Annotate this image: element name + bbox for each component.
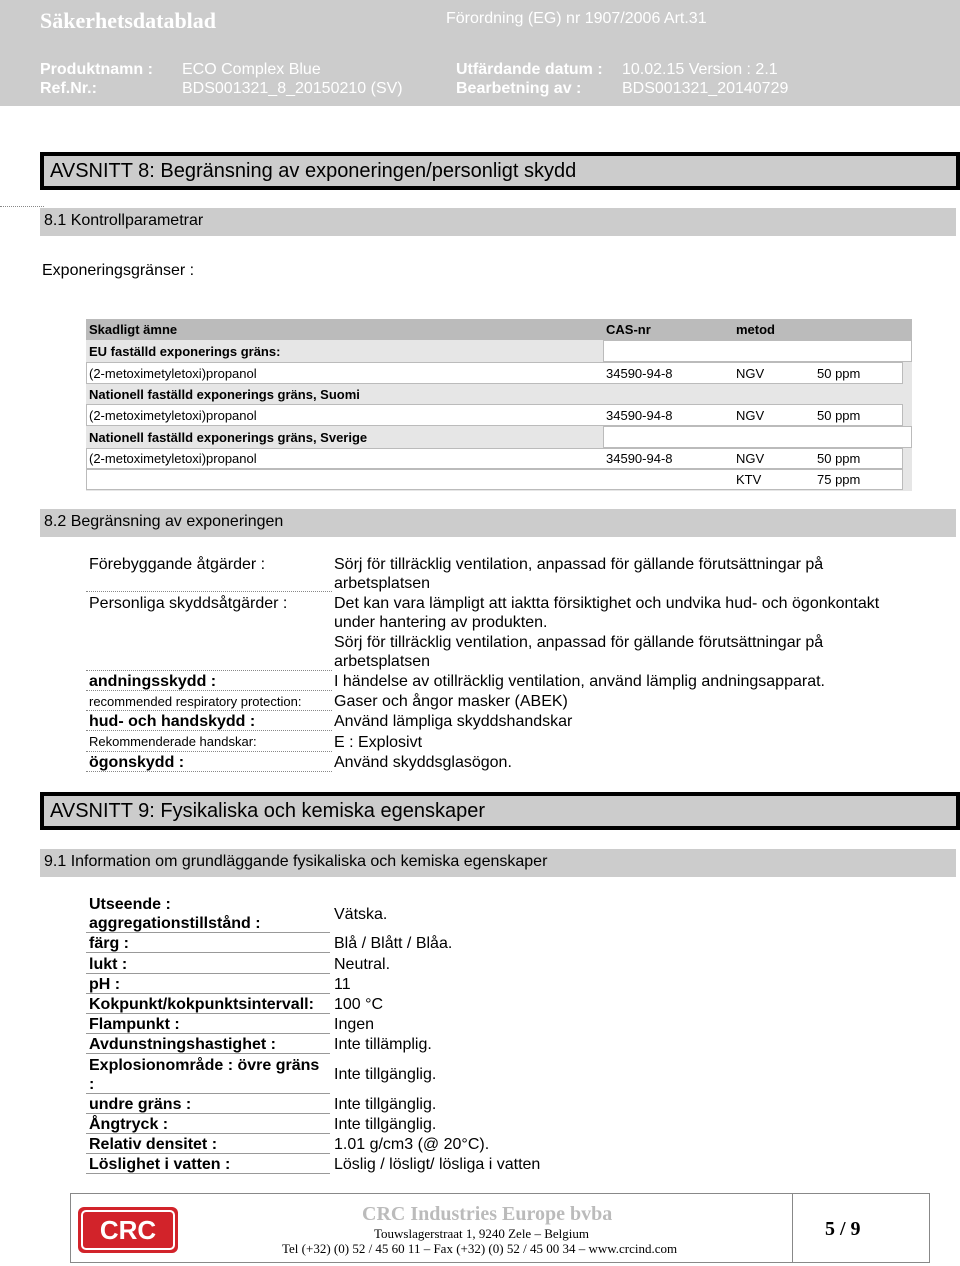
glove-label: Rekommenderade handskar: (89, 734, 257, 749)
personal-value-1: Det kan vara lämpligt att iaktta försiktighet och undvika hud- och ögonkontakt (334, 595, 880, 612)
method-cell: NGV (736, 408, 765, 423)
row-divider (86, 1173, 330, 1174)
personal-value-3: Sörj för tillräcklig ventilation, anpassad för gällande förutsättningar på (334, 634, 824, 651)
resp-rec-label: recommended respiratory protection: (89, 694, 302, 709)
row-divider (86, 591, 332, 592)
row-divider (86, 1133, 330, 1134)
cas-cell: 34590-94-8 (606, 408, 673, 423)
glove-value: E : Explosivt (334, 734, 423, 751)
odor-value: Neutral. (334, 956, 391, 973)
dotted-leader (0, 206, 44, 207)
row-divider (86, 1013, 330, 1014)
row-divider (86, 1153, 330, 1154)
evap-value: Inte tillämplig. (334, 1036, 432, 1053)
personal-label: Personliga skyddsåtgärder : (89, 595, 288, 612)
personal-value-2: under hantering av produkten. (334, 614, 548, 631)
subsection-9-1 (40, 849, 956, 877)
solubility-value: Löslig / lösligt/ lösliga i vatten (334, 1156, 541, 1173)
explo-label-1: Explosionområde : övre gräns (89, 1057, 320, 1074)
document-title: Säkerhetsdatablad (40, 8, 217, 33)
row-divider (86, 1113, 330, 1114)
substance-cell: (2-metoximetyletoxi)propanol (89, 408, 257, 423)
resp-label: andningsskydd : (89, 673, 217, 690)
ref-value: BDS001321_8_20150210 (SV) (182, 80, 403, 97)
lower-value: Inte tillgänglig. (334, 1096, 437, 1113)
crc-logo (78, 1207, 178, 1253)
resp-rec-value: Gaser och ångor masker (ABEK) (334, 693, 568, 710)
hand-value: Använd lämpliga skyddshandskar (334, 713, 573, 730)
section-8-header (40, 152, 960, 190)
boil-value: 100 °C (334, 996, 384, 1013)
method-cell-ktv: KTV (736, 472, 762, 487)
row-divider (86, 1033, 330, 1034)
row-divider (86, 751, 332, 752)
hand-label: hud- och handskydd : (89, 713, 256, 730)
logo-text: CRC (99, 1215, 157, 1245)
boil-label: Kokpunkt/kokpunktsintervall: (89, 996, 314, 1013)
row-divider (86, 771, 332, 772)
company-contact: Tel (+32) (0) 52 / 45 60 11 – Fax (+32) (0) 52 / 45 00 34 – www.crcind.com (282, 1241, 678, 1256)
subsection-8-1 (40, 208, 956, 236)
row-divider (86, 670, 332, 671)
method-cell: NGV (736, 451, 765, 466)
row-divider (86, 1093, 330, 1094)
cas-cell: 34590-94-8 (606, 366, 673, 381)
prevent-value-1: Sörj för tillräcklig ventilation, anpassad för gällande förutsättningar på (334, 556, 824, 573)
col-substance: Skadligt ämne (89, 322, 178, 337)
substance-cell: (2-metoximetyletoxi)propanol (89, 451, 257, 466)
appearance-value: Vätska. (334, 906, 388, 923)
row-divider (86, 730, 332, 731)
ph-value: 11 (334, 976, 351, 993)
exposure-limits-label: Exponeringsgränser : (42, 262, 195, 279)
row-divider (86, 952, 330, 953)
prevent-value-2: arbetsplatsen (334, 575, 431, 592)
product-value: ECO Complex Blue (182, 61, 321, 78)
value-cell: 50 ppm (817, 408, 861, 423)
ph-label: pH : (89, 976, 121, 993)
row-divider (86, 932, 330, 933)
page-box (792, 1193, 931, 1263)
ref-label: Ref.Nr.: (40, 80, 97, 97)
table-row (86, 469, 903, 490)
revision-label: Bearbetning av : (456, 80, 582, 97)
group-heading-eu: EU faställd exponerings gräns: (89, 344, 281, 359)
value-cell: 50 ppm (817, 451, 861, 466)
cas-cell: 34590-94-8 (606, 451, 673, 466)
row-divider (86, 993, 330, 994)
row-divider (86, 690, 332, 691)
vapor-value: Inte tillgänglig. (334, 1116, 437, 1133)
resp-value: I händelse av otillräcklig ventilation, använd lämplig andningsapparat. (334, 673, 825, 690)
issue-label: Utfärdande datum : (456, 61, 603, 78)
lower-label: undre gräns : (89, 1096, 192, 1113)
subsection-8-1-title: 8.1 Kontrollparametrar (44, 212, 204, 229)
subsection-8-2 (40, 509, 956, 537)
vapor-label: Ångtryck : (89, 1116, 169, 1133)
regulation-text: Förordning (EG) nr 1907/2006 Art.31 (446, 10, 707, 27)
group-heading-suomi: Nationell faställd exponerings gräns, Suomi (89, 387, 360, 402)
flash-label: Flampunkt : (89, 1016, 180, 1033)
substance-cell: (2-metoximetyletoxi)propanol (89, 366, 257, 381)
row-divider (86, 710, 332, 711)
revision-value: BDS001321_20140729 (622, 80, 789, 97)
appearance-label-2: aggregationstillstånd : (89, 915, 261, 932)
density-value: 1.01 g/cm3 (@ 20°C). (334, 1136, 490, 1153)
group-heading-sverige: Nationell faställd exponerings gräns, Sverige (89, 430, 368, 445)
evap-label: Avdunstningshastighet : (89, 1036, 276, 1053)
value-cell: 50 ppm (817, 366, 861, 381)
col-cas: CAS-nr (606, 322, 651, 337)
eye-value: Använd skyddsglasögon. (334, 754, 512, 771)
company-address: Touwslagerstraat 1, 9240 Zele – Belgium (374, 1226, 589, 1241)
eye-label: ögonskydd : (89, 754, 185, 771)
density-label: Relativ densitet : (89, 1136, 218, 1153)
row-divider (86, 1053, 330, 1054)
explo-value: Inte tillgänglig. (334, 1066, 437, 1083)
section-9-title: AVSNITT 9: Fysikaliska och kemiska egenskaper (50, 800, 485, 822)
value-cell-ktv: 75 ppm (817, 472, 861, 487)
section-9-header (40, 792, 960, 830)
appearance-label-1: Utseende : (89, 896, 171, 913)
company-name: CRC Industries Europe bvba (362, 1203, 613, 1225)
subsection-9-1-title: 9.1 Information om grundläggande fysikaliska och kemiska egenskaper (44, 853, 548, 870)
row-divider (86, 973, 330, 974)
page-number: 5 / 9 (825, 1218, 861, 1240)
exposure-table-header (86, 319, 912, 340)
flash-value: Ingen (334, 1016, 375, 1033)
issue-value: 10.02.15 Version : 2.1 (622, 61, 778, 78)
personal-value-4: arbetsplatsen (334, 653, 431, 670)
product-label: Produktnamn : (40, 61, 153, 78)
method-cell: NGV (736, 366, 765, 381)
color-label: färg : (89, 935, 129, 952)
col-method: metod (736, 322, 775, 337)
subsection-8-2-title: 8.2 Begränsning av exponeringen (44, 513, 284, 530)
color-value: Blå / Blått / Blåa. (334, 935, 453, 952)
blank-cell (603, 426, 912, 448)
blank-cell (603, 340, 912, 362)
prevent-label: Förebyggande åtgärder : (89, 556, 266, 573)
explo-label-2: : (89, 1076, 95, 1093)
odor-label: lukt : (89, 956, 128, 973)
section-8-title: AVSNITT 8: Begränsning av exponeringen/personligt skydd (50, 160, 577, 182)
solubility-label: Löslighet i vatten : (89, 1156, 231, 1173)
